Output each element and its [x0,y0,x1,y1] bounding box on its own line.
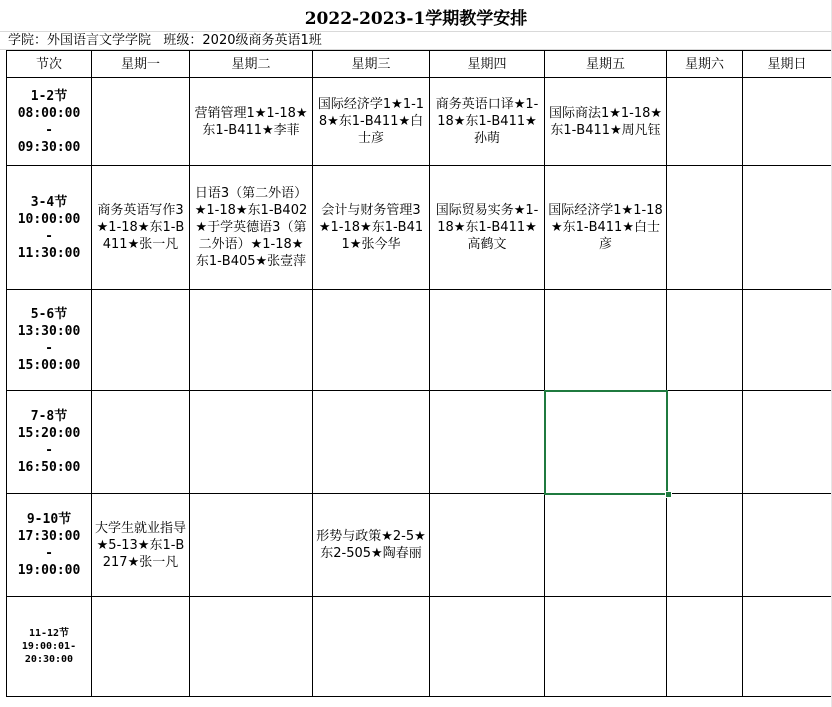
course-cell[interactable] [743,78,832,166]
course-cell[interactable] [743,391,832,494]
course-cell[interactable]: 国际经济学1★1-18★东1-B411★白士彦 [313,78,430,166]
time-slot-cell[interactable]: 11-12节 19:00:01- 20:30:00 [7,597,92,697]
course-cell[interactable] [92,78,190,166]
course-cell[interactable]: 形势与政策★2-5★东2-505★陶春丽 [313,494,430,597]
table-row [7,290,832,391]
time-slot-cell[interactable]: 5-6节 13:30:00 - 15:00:00 [7,290,92,391]
course-cell[interactable] [743,597,832,697]
course-cell[interactable] [667,494,743,597]
course-cell[interactable]: 国际商法1★1-18★东1-B411★周凡钰 [545,78,667,166]
course-cell[interactable] [92,391,190,494]
course-cell[interactable]: 会计与财务管理3★1-18★东1-B411★张今华 [313,166,430,290]
course-cell[interactable]: 日语3（第二外语）★1-18★东1-B402★于学英德语3（第二外语）★1-18★东1-B405★张壹萍 [190,166,313,290]
fill-handle[interactable] [665,491,672,498]
header-day-mon[interactable]: 星期一 [92,51,190,78]
table-row [7,597,832,697]
time-slot-cell[interactable]: 3-4节 10:00:00 - 11:30:00 [7,166,92,290]
course-cell[interactable]: 商务英语写作3★1-18★东1-B411★张一凡 [92,166,190,290]
table-row [7,166,832,290]
header-day-sat[interactable]: 星期六 [667,51,743,78]
table-row [7,391,832,494]
time-slot-cell[interactable]: 9-10节 17:30:00 - 19:00:00 [7,494,92,597]
course-cell[interactable] [667,290,743,391]
course-cell[interactable]: 营销管理1★1-18★东1-B411★李菲 [190,78,313,166]
course-cell[interactable] [743,290,832,391]
course-cell[interactable] [743,494,832,597]
course-cell[interactable] [92,290,190,391]
course-cell[interactable] [545,290,667,391]
course-cell[interactable] [190,597,313,697]
timetable [6,50,832,697]
course-cell[interactable] [545,597,667,697]
course-cell[interactable] [430,290,545,391]
header-day-fri[interactable]: 星期五 [545,51,667,78]
course-cell[interactable] [92,597,190,697]
table-row [7,78,832,166]
course-cell[interactable] [743,166,832,290]
header-row [7,51,832,78]
course-cell[interactable] [667,597,743,697]
time-slot-cell[interactable]: 1-2节 08:00:00 - 09:30:00 [7,78,92,166]
course-cell[interactable] [430,494,545,597]
class-info[interactable]: 学院：外国语言文学学院 班级：2020级商务英语1班 [8,33,322,48]
course-cell[interactable] [430,597,545,697]
course-cell[interactable] [667,78,743,166]
course-cell[interactable]: 大学生就业指导★5-13★东1-B217★张一凡 [92,494,190,597]
course-cell[interactable] [313,391,430,494]
time-slot-cell[interactable]: 7-8节 15:20:00 - 16:50:00 [7,391,92,494]
table-row [7,494,832,597]
header-day-tue[interactable]: 星期二 [190,51,313,78]
course-cell[interactable] [313,597,430,697]
selected-cell[interactable] [545,391,667,494]
header-day-thu[interactable]: 星期四 [430,51,545,78]
course-cell[interactable] [667,166,743,290]
course-cell[interactable] [190,494,313,597]
course-cell[interactable]: 商务英语口译★1-18★东1-B411★孙萌 [430,78,545,166]
course-cell[interactable] [667,391,743,494]
course-cell[interactable]: 国际经济学1★1-18★东1-B411★白士彦 [545,166,667,290]
course-cell[interactable] [313,290,430,391]
course-cell[interactable]: 国际贸易实务★1-18★东1-B411★高鹤文 [430,166,545,290]
header-slot[interactable]: 节次 [7,51,92,78]
header-day-wed[interactable]: 星期三 [313,51,430,78]
course-cell[interactable] [545,494,667,597]
header-day-sun[interactable]: 星期日 [743,51,832,78]
course-cell[interactable] [190,290,313,391]
page-title[interactable]: 2022-2023-1学期教学安排 [304,9,528,29]
course-cell[interactable] [430,391,545,494]
course-cell[interactable] [190,391,313,494]
